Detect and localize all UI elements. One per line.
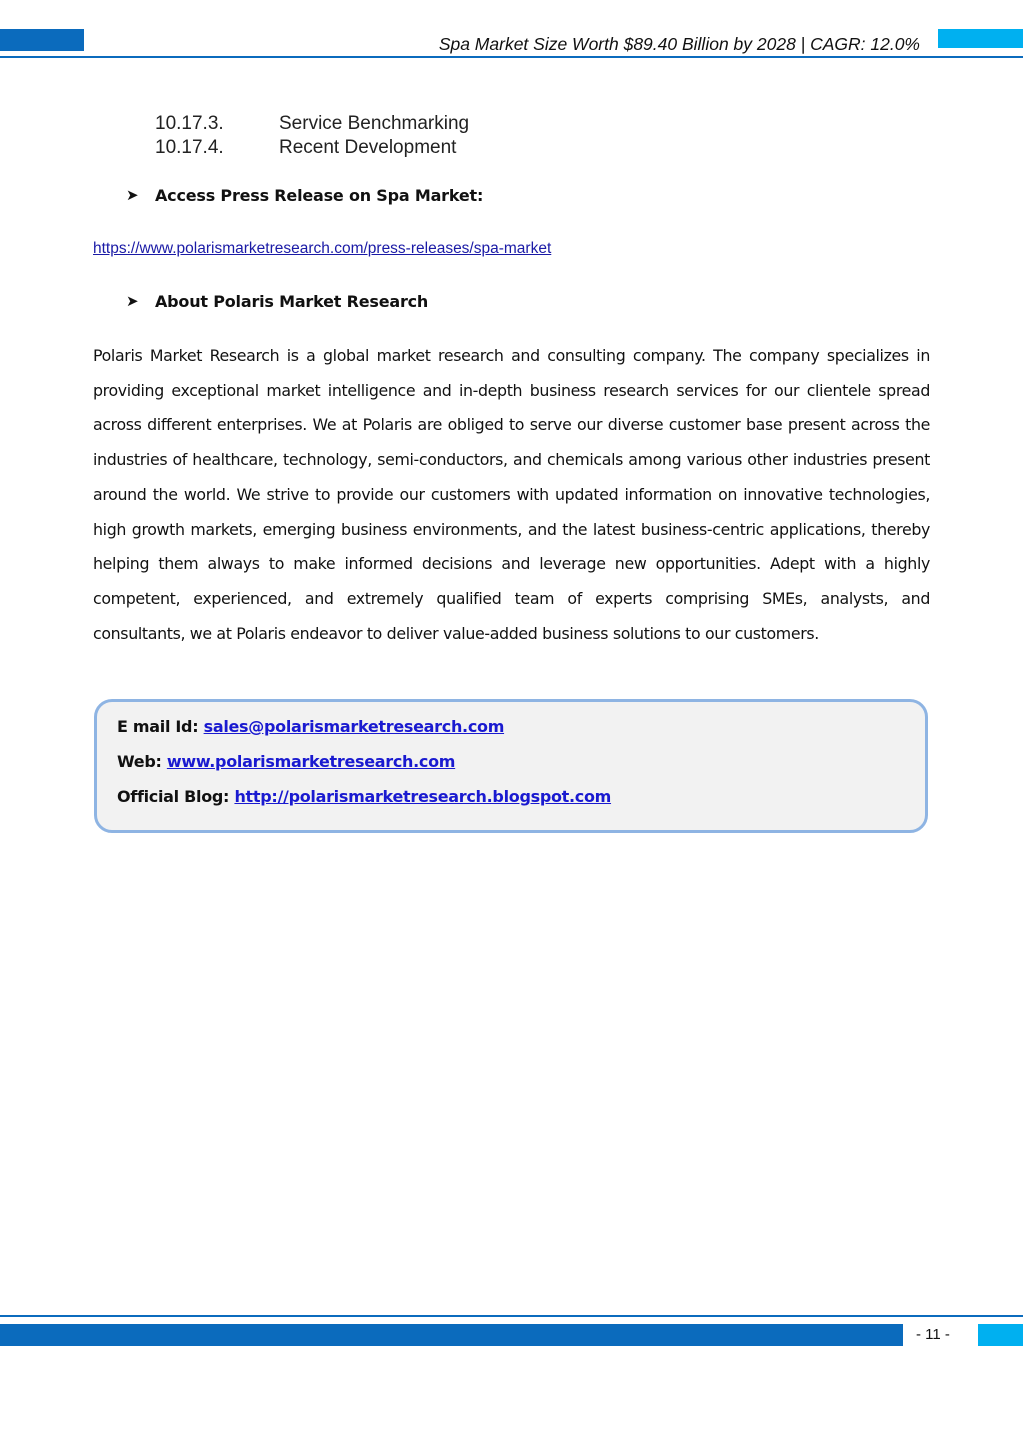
toc-title: Service Benchmarking: [279, 113, 470, 134]
header-divider-line: [0, 56, 1023, 58]
footer-right-accent-block: [978, 1324, 1023, 1346]
press-release-link[interactable]: https://www.polarismarketresearch.com/press-releases/spa-market: [93, 240, 552, 257]
web-label: Web:: [117, 752, 167, 771]
header-left-accent-block: [0, 29, 84, 51]
toc-number: 10.17.4.: [155, 137, 224, 158]
arrow-bullet-icon: ➤: [126, 293, 139, 310]
email-line: [117, 717, 504, 736]
blog-link[interactable]: http://polarismarketresearch.blogspot.com: [234, 787, 612, 806]
contact-box: [94, 699, 928, 833]
press-release-heading: Access Press Release on Spa Market:: [155, 186, 484, 205]
page-number: - 11 -: [916, 1326, 950, 1343]
toc-title: Recent Development: [279, 137, 457, 158]
blog-line: [117, 787, 611, 806]
about-heading: About Polaris Market Research: [155, 292, 429, 311]
toc-number: 10.17.3.: [155, 113, 224, 134]
footer-bar: [0, 1324, 903, 1346]
arrow-bullet-icon: ➤: [126, 187, 139, 204]
email-label: E mail Id:: [117, 717, 204, 736]
header-right-accent-block: [938, 29, 1023, 48]
blog-label: Official Blog:: [117, 787, 235, 806]
footer-divider-line: [0, 1315, 1023, 1317]
email-link[interactable]: sales@polarismarketresearch.com: [203, 717, 505, 736]
web-line: [117, 752, 455, 771]
about-paragraph: Polaris Market Research is a global market research and consulting company. The company specializes in providing exceptional market intelligence and in-depth business research services for our clientele spread across different enterprises. We at Polaris are obliged to serve our diverse customer base present across the industries of healthcare, technology, semi-conductors, and chemicals among various other industries present around the world. We strive to provide our customers with updated information on innovative technologies, high growth markets, emerging business environments, and the latest business-centric applications, thereby helping them always to make informed decisions and leverage new opportunities. Adept with a highly competent, experienced, and extremely qualified team of experts comprising SMEs, analysts, and consultants, we at Polaris endeavor to deliver value-added business solutions to our customers.: [93, 346, 930, 643]
header-title: Spa Market Size Worth $89.40 Billion by 2028 | CAGR: 12.0%: [438, 34, 920, 54]
web-link[interactable]: www.polarismarketresearch.com: [166, 752, 456, 771]
